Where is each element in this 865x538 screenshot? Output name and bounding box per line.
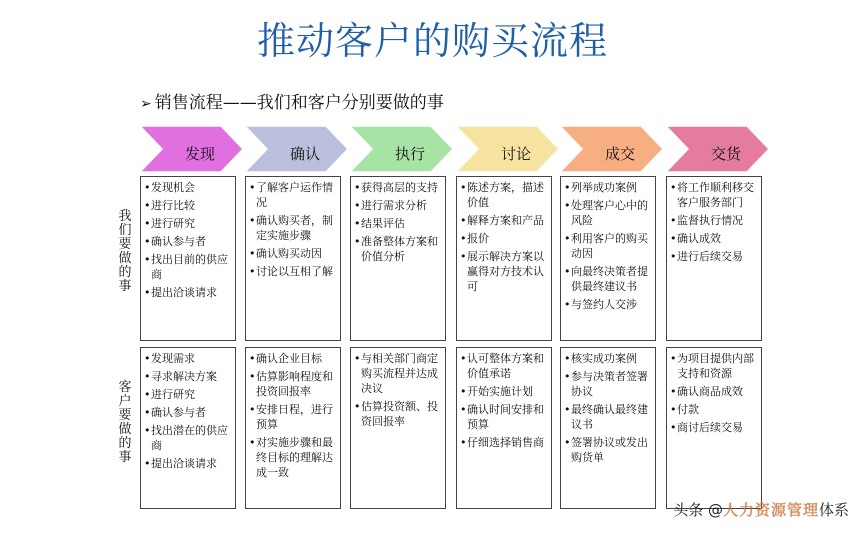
list-item: • 获得高层的支持 bbox=[354, 180, 442, 195]
stage-box-ours bbox=[456, 176, 552, 341]
list-item: • 确认购买动因 bbox=[249, 246, 337, 261]
page-title: 推动客户的购买流程 bbox=[256, 19, 608, 63]
list-item: • 展示解决方案以赢得对方技术认可 bbox=[460, 249, 548, 294]
list-item: • 报价 bbox=[460, 231, 548, 246]
list-item: • 确认时间安排和预算 bbox=[460, 402, 548, 432]
watermark-suffix: 体系 bbox=[818, 501, 849, 519]
list-item: • 利用客户的购买动因 bbox=[564, 231, 652, 261]
list-item: • 核实成功案例 bbox=[564, 351, 652, 366]
stage-label: 讨论 bbox=[500, 145, 531, 163]
stage-box-customer bbox=[350, 347, 446, 509]
list-item: • 列举成功案例 bbox=[564, 180, 652, 195]
list-item: • 陈述方案，描述价值 bbox=[460, 180, 548, 210]
list-item: • 发现需求 bbox=[144, 351, 232, 366]
list-item: • 商讨后续交易 bbox=[670, 420, 758, 435]
list-item: • 最终确认最终建议书 bbox=[564, 402, 652, 432]
stage-label: 成交 bbox=[604, 145, 635, 163]
list-item: • 寻求解决方案 bbox=[144, 369, 232, 384]
list-item: • 确认成效 bbox=[670, 231, 758, 246]
list-item: • 解释方案和产品 bbox=[460, 213, 548, 228]
stage-box-customer bbox=[560, 347, 656, 509]
list-item: • 发现机会 bbox=[144, 180, 232, 195]
list-item: • 了解客户运作情况 bbox=[249, 180, 337, 210]
watermark-logo: 人力资源管理 bbox=[722, 501, 819, 519]
list-item: • 确认商品成效 bbox=[670, 384, 758, 399]
stage-box-customer bbox=[666, 347, 762, 509]
stage-box-ours bbox=[350, 176, 446, 341]
list-item: • 仔细选择销售商 bbox=[460, 435, 548, 450]
stage-box-customer bbox=[140, 347, 236, 509]
list-item: • 确认参与者 bbox=[144, 405, 232, 420]
list-item: • 安排日程，进行预算 bbox=[249, 402, 337, 432]
stage-label: 交货 bbox=[710, 145, 741, 163]
list-item: • 开始实施计划 bbox=[460, 384, 548, 399]
list-item: • 进行研究 bbox=[144, 216, 232, 231]
list-item: • 签署协议或发出购货单 bbox=[564, 435, 652, 465]
list-item: • 为项目提供内部支持和资源 bbox=[670, 351, 758, 381]
list-item: • 提出洽谈请求 bbox=[144, 285, 232, 300]
stage-box-ours bbox=[666, 176, 762, 341]
stage-box-customer bbox=[245, 347, 341, 509]
arrow-bullet-icon: ➢ bbox=[140, 96, 152, 112]
stage-label: 执行 bbox=[394, 145, 425, 163]
watermark bbox=[673, 499, 849, 520]
list-item: • 确认参与者 bbox=[144, 234, 232, 249]
stage-label: 发现 bbox=[184, 145, 215, 163]
list-item: • 结果评估 bbox=[354, 216, 442, 231]
list-item: • 估算投资额、投资回报率 bbox=[354, 399, 442, 429]
stage-box-customer bbox=[456, 347, 552, 509]
list-item: • 确认购买者，制定实施步骤 bbox=[249, 213, 337, 243]
stage-box-ours bbox=[560, 176, 656, 341]
stage-box-ours bbox=[140, 176, 236, 341]
list-item: • 与签约人交涉 bbox=[564, 297, 652, 312]
list-item: • 确认企业目标 bbox=[249, 351, 337, 366]
list-item: • 找出潜在的供应商 bbox=[144, 423, 232, 453]
list-item: • 付款 bbox=[670, 402, 758, 417]
list-item: • 估算影响程度和投资回报率 bbox=[249, 369, 337, 399]
list-item: • 进行需求分析 bbox=[354, 198, 442, 213]
row-label-ours: 我们要做的事 bbox=[118, 209, 132, 294]
stage-box-ours bbox=[245, 176, 341, 341]
list-item: • 认可整体方案和价值承诺 bbox=[460, 351, 548, 381]
list-item: • 找出目前的供应商 bbox=[144, 252, 232, 282]
list-item: • 向最终决策者提供最终建议书 bbox=[564, 264, 652, 294]
subtitle-text: 销售流程——我们和客户分别要做的事 bbox=[154, 93, 444, 113]
list-item: • 将工作顺利移交客户服务部门 bbox=[670, 180, 758, 210]
list-item: • 处理客户心中的风险 bbox=[564, 198, 652, 228]
list-item: • 对实施步骤和最终目标的理解达成一致 bbox=[249, 435, 337, 480]
list-item: • 提出洽谈请求 bbox=[144, 456, 232, 471]
list-item: • 监督执行情况 bbox=[670, 213, 758, 228]
list-item: • 与相关部门商定购买流程并达成决议 bbox=[354, 351, 442, 396]
stage-label: 确认 bbox=[289, 145, 320, 163]
list-item: • 进行比较 bbox=[144, 198, 232, 213]
list-item: • 参与决策者签署协议 bbox=[564, 369, 652, 399]
watermark-prefix: 头条 @ bbox=[673, 501, 723, 519]
list-item: • 讨论以互相了解 bbox=[249, 264, 337, 279]
row-label-customer: 客户要做的事 bbox=[118, 380, 132, 465]
list-item: • 准备整体方案和价值分析 bbox=[354, 234, 442, 264]
list-item: • 进行后续交易 bbox=[670, 249, 758, 264]
list-item: • 进行研究 bbox=[144, 387, 232, 402]
